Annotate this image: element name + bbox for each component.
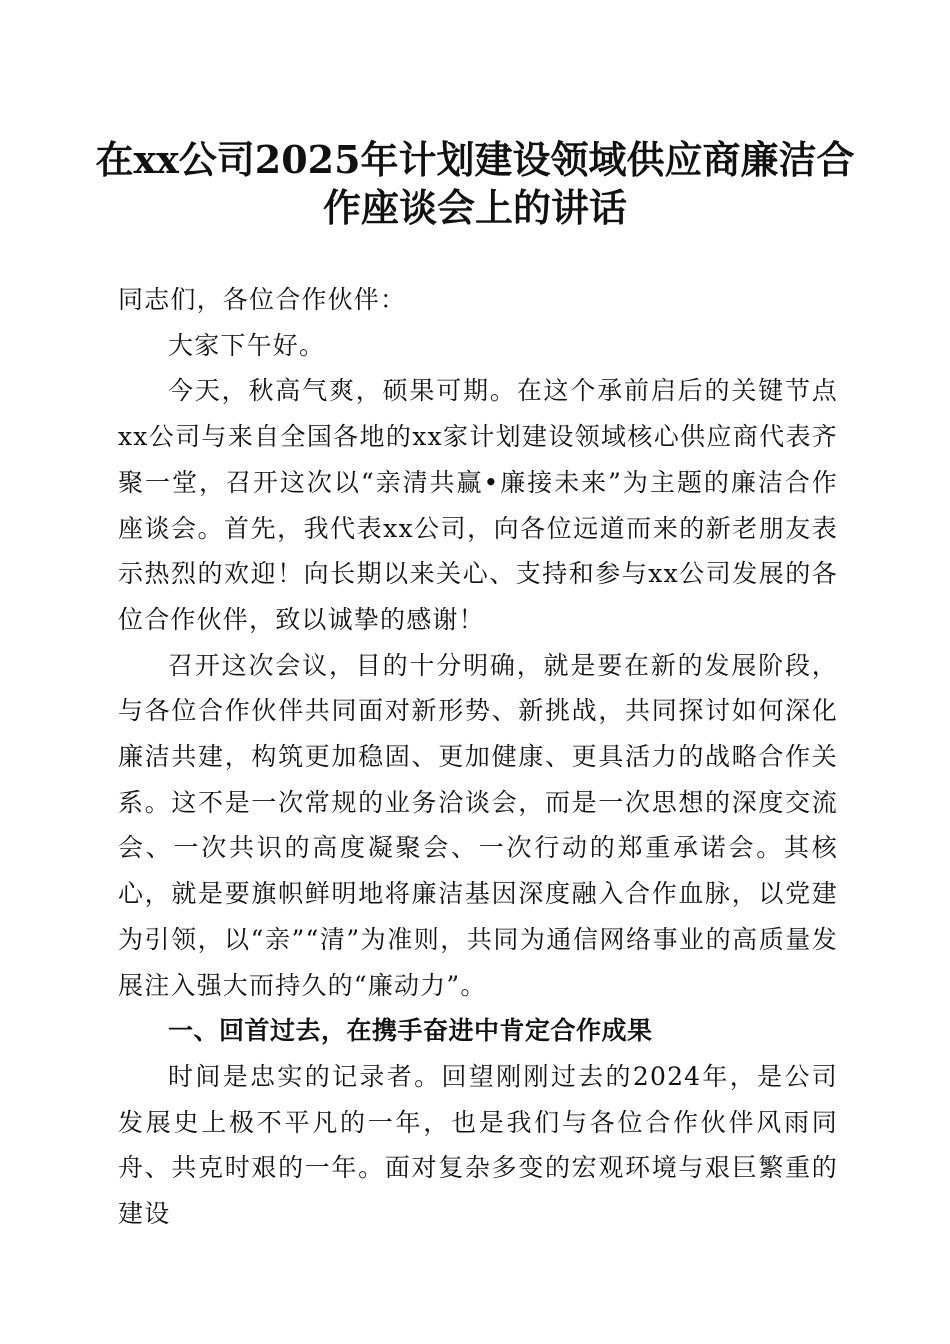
paragraph-1: 今天，秋高气爽，硕果可期。在这个承前启后的关键节点xx公司与来自全国各地的xx家计划建设领域核心供应商代表齐聚一堂，召开这次以“亲清共赢•廉接未来”为主题的廉洁合作座谈会。首先，我代表xx公司，向各位远道而来的新老朋友表示热烈的欢迎！向长期以来关心、支持和参与xx公司发展的各位合作伙伴，致以诚挚的感谢！ bbox=[118, 376, 838, 634]
document-body bbox=[118, 277, 838, 1237]
paragraph-3: 时间是忠实的记录者。回望刚刚过去的2024年，是公司发展史上极不平凡的一年，也是我们与各位合作伙伴风雨同舟、共克时艰的一年。面对复杂多变的宏观环境与艰巨繁重的建设 bbox=[118, 1061, 838, 1229]
paragraph-2: 召开这次会议，目的十分明确，就是要在新的发展阶段，与各位合作伙伴共同面对新形势、新挑战，共同探讨如何深化廉洁共建，构筑更加稳固、更加健康、更具活力的战略合作关系。这不是一次常规的业务洽谈会，而是一次思想的深度交流会、一次共识的高度凝聚会、一次行动的郑重承诺会。其核心，就是要旗帜鲜明地将廉洁基因深度融入合作血脉，以党建为引领，以“亲”“清”为准则，共同为通信网络事业的高质量发展注入强大而持久的“廉动力”。 bbox=[118, 650, 838, 1000]
salutation: 同志们，各位合作伙伴： bbox=[118, 285, 407, 314]
document-title-line-1: 在xx公司2025年计划建设领域供应商廉洁合 bbox=[95, 137, 855, 182]
document-title-line-2: 作座谈会上的讲话 bbox=[322, 185, 627, 230]
greeting: 大家下午好。 bbox=[168, 330, 326, 360]
section-1-heading: 一、回首过去，在携手奋进中肯定合作成果 bbox=[168, 1016, 653, 1046]
